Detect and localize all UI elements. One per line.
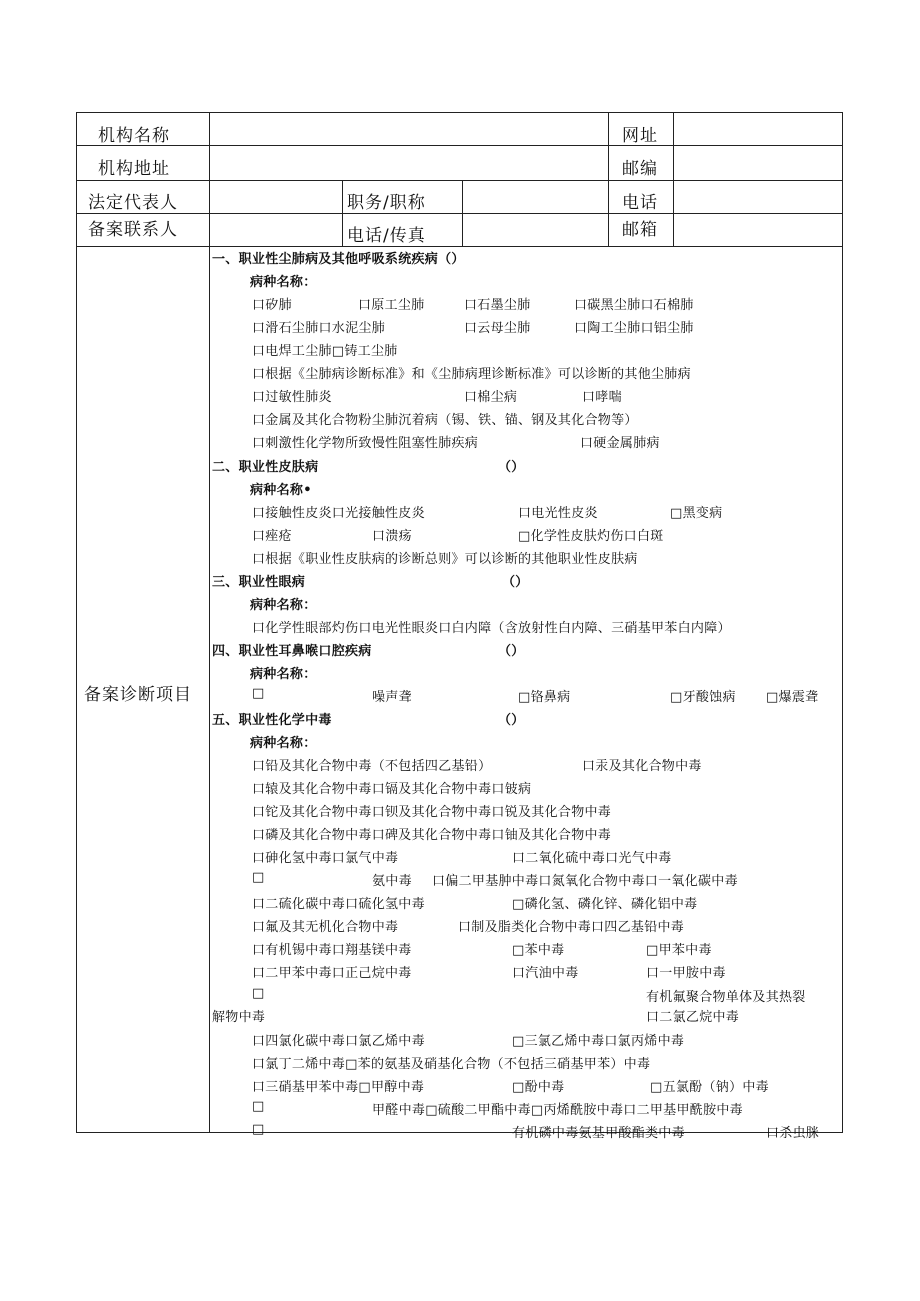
option-item[interactable]: □磷化氢、磷化锌、磷化铝中毒 <box>512 897 698 912</box>
option-item[interactable]: 口杀虫脒 <box>766 1126 820 1141</box>
option-item[interactable]: 甲醛中毒□硫酸二甲酯中毒□丙烯酰胺中毒口二甲基甲酰胺中毒 <box>372 1103 743 1118</box>
disease-names-label: 病种名称： <box>250 736 317 751</box>
email-label: 邮箱 <box>622 220 658 240</box>
section-bracket: （） <box>498 644 525 659</box>
option-item[interactable]: □五氯酚（钠）中毒 <box>650 1080 769 1095</box>
org-address-label: 机构地址 <box>98 159 170 179</box>
option-item[interactable]: 口电焊工尘肺□铸工尘肺 <box>252 344 398 359</box>
option-item[interactable]: 口砷化氢中毒口氯气中毒 <box>252 851 399 866</box>
option-item[interactable]: 口硬金属肺病 <box>580 436 660 451</box>
option-item[interactable]: 口云母尘肺 <box>464 321 531 336</box>
section-heading-respiratory: 一、职业性尘肺病及其他呼吸系统疾病（） <box>212 252 465 267</box>
option-item[interactable]: 口哮喘 <box>582 390 622 405</box>
col-divider <box>462 180 463 246</box>
option-item[interactable]: 口二氧化硫中毒口光气中毒 <box>512 851 672 866</box>
col-divider <box>608 112 609 246</box>
option-item[interactable]: 口溃疡 <box>372 529 412 544</box>
col-divider <box>673 112 674 246</box>
option-item[interactable]: 口棉尘病 <box>464 390 518 405</box>
phone-label: 电话 <box>622 193 658 213</box>
disease-names-label: 病种名称： <box>250 667 317 682</box>
section-heading-ent: 四、职业性耳鼻喉口腔疾病 <box>212 644 372 659</box>
option-item[interactable]: □黑变病 <box>670 506 723 521</box>
section-heading-skin: 二、职业性皮肤病 <box>212 460 319 475</box>
option-item[interactable]: 口接触性皮炎口光接触性皮炎 <box>252 506 425 521</box>
section-heading-chemical: 五、职业性化学中毒 <box>212 713 332 728</box>
option-item[interactable]: 口过敏性肺炎 <box>252 390 332 405</box>
legal-rep-label: 法定代表人 <box>88 193 178 213</box>
section-heading-eye: 三、职业性眼病 <box>212 575 306 590</box>
option-item[interactable]: 噪声聋 <box>372 690 412 705</box>
option-item[interactable]: 口铅及其化合物中毒（不包括四乙基铅） <box>252 759 492 774</box>
option-item[interactable]: 口四氯化碳中毒口氯乙烯中毒 <box>252 1034 425 1049</box>
option-item[interactable]: 口金属及其化合物粉尘肺沉着病（锡、铁、锚、钢及其化合物等） <box>252 413 638 428</box>
option-item[interactable]: 口辕及其化合物中毒口镉及其化合物中毒口铍病 <box>252 782 532 797</box>
option-item[interactable]: 口二硫化碳中毒口硫化氢中毒 <box>252 897 425 912</box>
disease-names-label: 病种名称： <box>250 275 317 290</box>
option-item[interactable]: 口偏二甲基肿中毒口氮氧化合物中毒口一氧化碳中毒 <box>432 874 738 889</box>
website-label: 网址 <box>622 126 658 146</box>
option-item[interactable]: 口汞及其化合物中毒 <box>582 759 702 774</box>
option-item[interactable]: 有机磷中毒氨基甲酸酯类中毒 <box>512 1126 685 1141</box>
option-item[interactable]: □苯中毒 <box>512 943 565 958</box>
col-divider <box>342 180 343 246</box>
option-item[interactable]: 口根据《职业性皮肤病的诊断总则》可以诊断的其他职业性皮肤病 <box>252 552 638 567</box>
option-item[interactable]: 口一甲胺中毒 <box>646 966 726 981</box>
option-item[interactable]: 口有机锡中毒口翔基镁中毒 <box>252 943 412 958</box>
option-item[interactable]: 氨中毒 <box>372 874 412 889</box>
option-checkbox[interactable]: □ <box>252 870 265 885</box>
contact-label: 备案联系人 <box>88 220 178 240</box>
option-checkbox[interactable]: □ <box>252 986 265 1001</box>
option-item[interactable]: □化学性皮肤灼伤口白斑 <box>518 529 664 544</box>
postcode-label: 邮编 <box>622 159 658 179</box>
option-item[interactable]: 口二氯乙烷中毒 <box>646 1010 740 1025</box>
section-bracket: （） <box>498 460 525 475</box>
option-item[interactable]: 口根据《尘肺病诊断标准》和《尘肺病理诊断标准》可以诊断的其他尘肺病 <box>252 367 691 382</box>
section-bracket: （） <box>502 575 529 590</box>
option-item-continued: 解物中毒 <box>212 1010 266 1025</box>
option-item[interactable]: 口磷及其化合物中毒口碑及其化合物中毒口铀及其化合物中毒 <box>252 828 612 843</box>
section-bracket: （） <box>498 713 525 728</box>
option-item[interactable]: □爆震聋 <box>766 690 819 705</box>
option-item[interactable]: 口化学性眼部灼伤口电光性眼炎口白内障（含放射性白内障、三硝基甲苯白内障） <box>252 621 731 636</box>
option-checkbox[interactable]: □ <box>252 1099 265 1114</box>
option-item[interactable]: 口电光性皮炎 <box>518 506 598 521</box>
row-divider <box>76 213 843 214</box>
option-item[interactable]: 口原工尘肺 <box>358 298 425 313</box>
position-label: 职务/职称 <box>347 193 426 213</box>
option-item[interactable]: 口痤疮 <box>252 529 292 544</box>
option-checkbox[interactable]: □ <box>252 1122 265 1137</box>
option-item[interactable]: 口滑石尘肺口水泥尘肺 <box>252 321 386 336</box>
option-item[interactable]: 口三硝基甲苯中毒□甲醇中毒 <box>252 1080 425 1095</box>
row-divider <box>76 145 843 146</box>
disease-names-label: 病种名称• <box>250 483 312 498</box>
option-item[interactable]: 口制及脂类化合物中毒口四乙基铅中毒 <box>458 920 685 935</box>
option-checkbox[interactable]: □ <box>252 686 265 701</box>
option-item[interactable]: □牙酸蚀病 <box>670 690 736 705</box>
option-item[interactable]: 口二甲苯中毒口正己烷中毒 <box>252 966 412 981</box>
option-item[interactable]: 口氯丁二烯中毒□苯的氨基及硝基化合物（不包括三硝基甲苯）中毒 <box>252 1057 651 1072</box>
section-label: 备案诊断项目 <box>84 685 192 705</box>
option-item[interactable]: 口刺激性化学物所致慢性阻塞性肺疾病 <box>252 436 479 451</box>
option-item[interactable]: 有机氟聚合物单体及其热裂 <box>646 990 806 1005</box>
option-item[interactable]: 口矽肺 <box>252 298 292 313</box>
option-item[interactable]: □酚中毒 <box>512 1080 565 1095</box>
option-item[interactable]: 口铊及其化合物中毒口钡及其化合物中毒口锐及其化合物中毒 <box>252 805 612 820</box>
phone-fax-label: 电话/传真 <box>347 226 426 246</box>
disease-names-label: 病种名称： <box>250 598 317 613</box>
diagnosis-items-cell <box>210 248 842 1141</box>
option-item[interactable]: 口石墨尘肺 <box>464 298 531 313</box>
option-item[interactable]: 口汽油中毒 <box>512 966 579 981</box>
option-item[interactable]: □三氯乙烯中毒口氯丙烯中毒 <box>512 1034 685 1049</box>
row-divider <box>76 180 843 181</box>
option-item[interactable]: 口碳黑尘肺口石棉肺 <box>574 298 694 313</box>
option-item[interactable]: 口氟及其无机化合物中毒 <box>252 920 399 935</box>
option-item[interactable]: □甲苯中毒 <box>646 943 712 958</box>
option-item[interactable]: 口陶工尘肺口铝尘肺 <box>574 321 694 336</box>
option-item[interactable]: □铬鼻病 <box>518 690 571 705</box>
org-name-label: 机构名称 <box>98 126 170 146</box>
row-divider <box>76 246 843 247</box>
